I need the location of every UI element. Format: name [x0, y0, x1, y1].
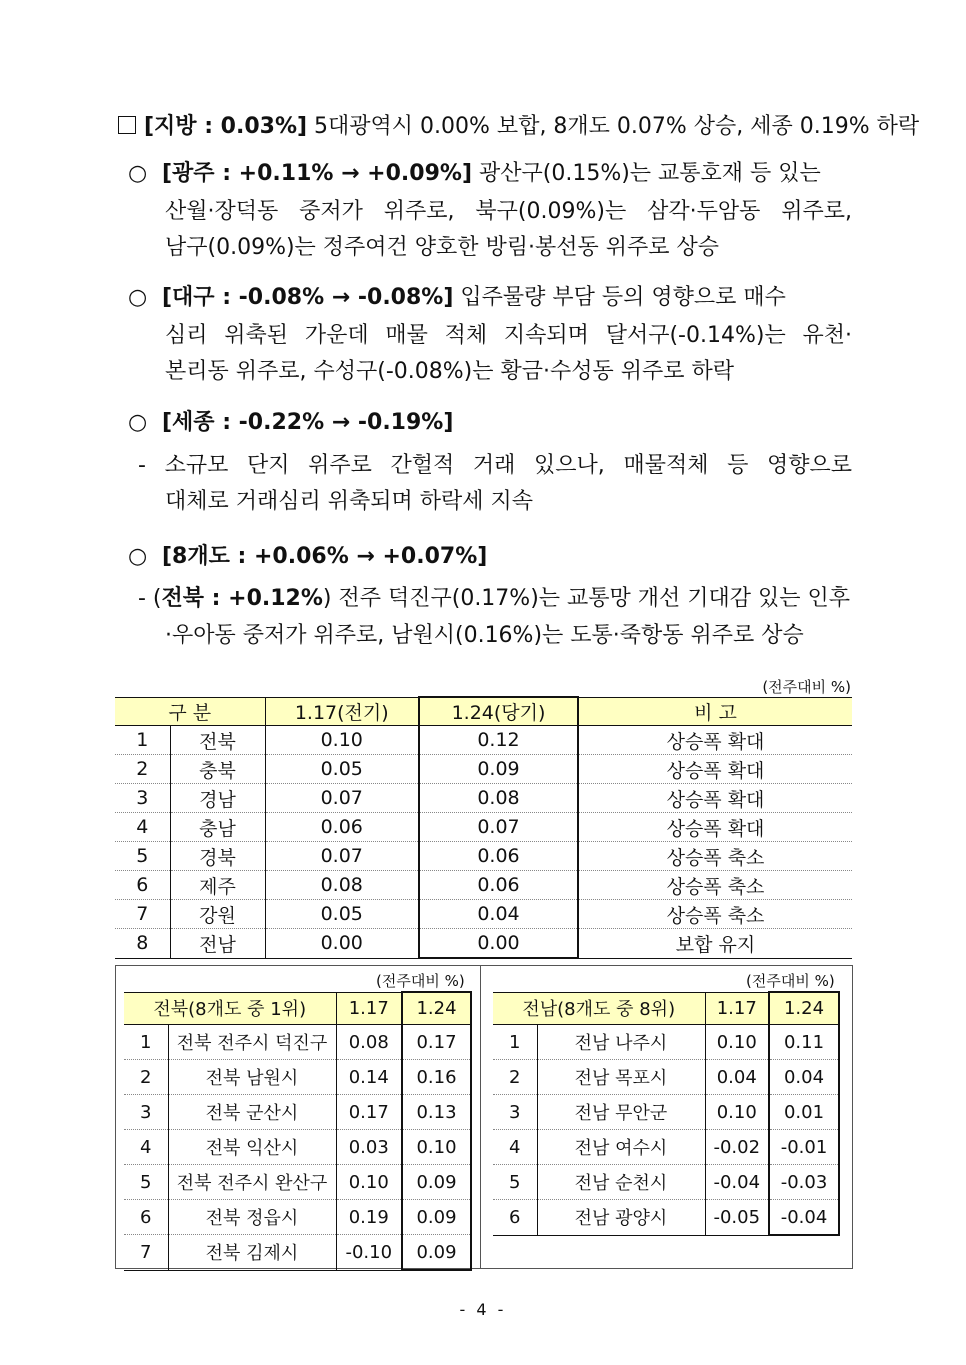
sejong-bracket: [세종 : -0.22% → -0.19%] [162, 410, 454, 435]
table-header-row [115, 697, 852, 726]
gwangju-text-1: 광산구(0.15%)는 교통호재 등 있는 [472, 161, 821, 186]
remark: 상승폭 확대 [578, 726, 852, 755]
current-value: 0.04 [769, 1060, 839, 1095]
region-name: 전남 무안군 [537, 1095, 705, 1130]
current-value: -0.03 [769, 1165, 839, 1200]
table-row [124, 1025, 471, 1060]
jeonnam-unit-label: (전주대비 %) [746, 972, 835, 990]
table-row [124, 1200, 471, 1235]
current-value: 0.07 [419, 813, 578, 842]
prev-value: 0.10 [705, 1025, 769, 1060]
sejong-line-1 [128, 408, 453, 438]
province-name: 충북 [170, 755, 265, 784]
region-name: 전북 군산시 [168, 1095, 336, 1130]
rank: 5 [493, 1165, 537, 1200]
regional-detail-box [115, 965, 853, 1269]
table-row [115, 784, 852, 813]
table-row [124, 1060, 471, 1095]
jeonbuk-header-current: 1.24 [402, 992, 471, 1025]
main-unit-label: (전주대비 %) [762, 678, 851, 696]
table-row [493, 1025, 839, 1060]
rank: 6 [493, 1200, 537, 1236]
region-name: 전남 나주시 [537, 1025, 705, 1060]
sejong-text-1: - 소규모 단지 위주로 간헐적 거래 있으나, 매물적체 등 영향으로 [138, 453, 852, 478]
table-row [115, 871, 852, 900]
rank: 6 [124, 1200, 168, 1235]
gwangju-line-2: 산월·장덕동 중저가 위주로, 북구(0.09%)는 삼각·두암동 위주로, [165, 199, 852, 224]
prev-value: 0.05 [265, 900, 419, 929]
table-row [493, 1165, 839, 1200]
prev-value: 0.10 [336, 1165, 402, 1200]
provinces-text-1 [138, 584, 850, 614]
jeonnam-table [493, 991, 840, 1236]
daegu-bracket: [대구 : -0.08% → -0.08%] [162, 285, 454, 310]
region-name: 전남 순천시 [537, 1165, 705, 1200]
prev-value: 0.07 [265, 784, 419, 813]
row-number: 8 [115, 929, 170, 959]
prev-value: 0.10 [705, 1095, 769, 1130]
remark: 상승폭 축소 [578, 842, 852, 871]
rank: 1 [124, 1025, 168, 1060]
province-name: 경북 [170, 842, 265, 871]
jeonnam-header-title: 전남(8개도 중 8위) [493, 992, 705, 1025]
table-row [124, 1095, 471, 1130]
table-row [493, 1130, 839, 1165]
daegu-line-2: 심리 위축된 가운데 매물 적체 지속되며 달서구(-0.14%)는 유천· [165, 323, 852, 348]
prev-value: 0.03 [336, 1130, 402, 1165]
header-remarks: 비 고 [578, 697, 852, 726]
current-value: 0.01 [769, 1095, 839, 1130]
table-row [493, 1060, 839, 1095]
table-row [124, 1130, 471, 1165]
rank: 3 [124, 1095, 168, 1130]
section-heading [118, 112, 919, 142]
region-name: 전남 여수시 [537, 1130, 705, 1165]
remark: 상승폭 확대 [578, 813, 852, 842]
row-number: 4 [115, 813, 170, 842]
current-value: -0.01 [769, 1130, 839, 1165]
jeonbuk-table [124, 991, 472, 1271]
prev-value: 0.06 [265, 813, 419, 842]
current-value: 0.06 [419, 871, 578, 900]
provinces-bracket: [8개도 : +0.06% → +0.07%] [162, 544, 488, 569]
current-value: 0.04 [419, 900, 578, 929]
jeonbuk-header-title: 전북(8개도 중 1위) [124, 992, 336, 1025]
provinces-table [115, 696, 852, 959]
heading-text: 5대광역시 0.00% 보합, 8개도 0.07% 상승, 세종 0.19% 하락 [307, 114, 920, 139]
circle-bullet-icon: ○ [128, 544, 148, 569]
row-number: 6 [115, 871, 170, 900]
rank: 5 [124, 1165, 168, 1200]
prev-value: -0.04 [705, 1165, 769, 1200]
provinces-text-2: ·우아동 중저가 위주로, 남원시(0.16%)는 도통·죽항동 위주로 상승 [165, 623, 804, 648]
sejong-text-2: 대체로 거래심리 위축되며 하락세 지속 [165, 489, 534, 514]
current-value: 0.00 [419, 929, 578, 959]
table-row [124, 1165, 471, 1200]
region-name: 전북 남원시 [168, 1060, 336, 1095]
jeonnam-header-current: 1.24 [769, 992, 839, 1025]
current-value: 0.13 [402, 1095, 471, 1130]
province-name: 충남 [170, 813, 265, 842]
rank: 3 [493, 1095, 537, 1130]
jeonbuk-header-prev: 1.17 [336, 992, 402, 1025]
prev-value: -0.05 [705, 1200, 769, 1236]
table-row [115, 755, 852, 784]
region-name: 전북 정읍시 [168, 1200, 336, 1235]
row-number: 7 [115, 900, 170, 929]
rank: 4 [124, 1130, 168, 1165]
prev-value: 0.08 [336, 1025, 402, 1060]
current-value: 0.08 [419, 784, 578, 813]
table-row [493, 1095, 839, 1130]
rank: 1 [493, 1025, 537, 1060]
box-divider [480, 966, 481, 1268]
row-number: 5 [115, 842, 170, 871]
current-value: -0.04 [769, 1200, 839, 1236]
circle-bullet-icon: ○ [128, 285, 148, 310]
jeonbuk-rate: 전북 : +0.12% [161, 586, 323, 611]
header-current-week: 1.24(당기) [419, 697, 578, 726]
remark: 상승폭 확대 [578, 784, 852, 813]
jeonnam-header-prev: 1.17 [705, 992, 769, 1025]
header-category: 구 분 [115, 697, 265, 726]
remark: 상승폭 확대 [578, 755, 852, 784]
current-value: 0.06 [419, 842, 578, 871]
prev-value: 0.17 [336, 1095, 402, 1130]
daegu-text-1: 입주물량 부담 등의 영향으로 매수 [453, 285, 786, 310]
table-header-row [493, 992, 839, 1025]
prev-value: 0.00 [265, 929, 419, 959]
prev-value: 0.08 [265, 871, 419, 900]
table-row [115, 813, 852, 842]
gwangju-line-1 [128, 159, 852, 189]
remark: 상승폭 축소 [578, 871, 852, 900]
current-value: 0.09 [402, 1165, 471, 1200]
region-name: 전북 전주시 덕진구 [168, 1025, 336, 1060]
rank: 7 [124, 1235, 168, 1271]
header-prev-week: 1.17(전기) [265, 697, 419, 726]
circle-bullet-icon: ○ [128, 410, 148, 435]
table-row [115, 929, 852, 959]
daegu-line-1 [128, 283, 852, 313]
row-number: 2 [115, 755, 170, 784]
provinces-line-1 [128, 542, 487, 572]
remark: 보합 유지 [578, 929, 852, 959]
circle-bullet-icon: ○ [128, 161, 148, 186]
prev-value: 0.10 [265, 726, 419, 755]
provinces-text-1-rest: ) 전주 덕진구(0.17%)는 교통망 개선 기대감 있는 인후 [322, 586, 851, 611]
remark: 상승폭 축소 [578, 900, 852, 929]
table-row [115, 842, 852, 871]
region-name: 전북 전주시 완산구 [168, 1165, 336, 1200]
region-name: 전북 익산시 [168, 1130, 336, 1165]
prev-value: 0.07 [265, 842, 419, 871]
row-number: 1 [115, 726, 170, 755]
prev-value: 0.04 [705, 1060, 769, 1095]
row-number: 3 [115, 784, 170, 813]
page-number: - 4 - [459, 1300, 507, 1319]
current-value: 0.09 [419, 755, 578, 784]
current-value: 0.09 [402, 1200, 471, 1235]
paren-open: - ( [138, 586, 162, 611]
checkbox-square-icon [118, 116, 136, 134]
gwangju-bracket: [광주 : +0.11% → +0.09%] [162, 161, 472, 186]
region-name: 전남 목포시 [537, 1060, 705, 1095]
gwangju-line-3: 남구(0.09%)는 정주여건 양호한 방림·봉선동 위주로 상승 [165, 235, 720, 260]
jeonbuk-unit-label: (전주대비 %) [376, 972, 465, 990]
province-name: 제주 [170, 871, 265, 900]
current-value: 0.11 [769, 1025, 839, 1060]
table-header-row [124, 992, 471, 1025]
daegu-line-3: 본리동 위주로, 수성구(-0.08%)는 황금·수성동 위주로 하락 [165, 359, 734, 384]
prev-value: 0.19 [336, 1200, 402, 1235]
current-value: 0.10 [402, 1130, 471, 1165]
table-row [115, 726, 852, 755]
table-row [493, 1200, 839, 1236]
current-value: 0.09 [402, 1235, 471, 1271]
heading-bracket: [지방 : 0.03%] [144, 114, 308, 139]
prev-value: -0.10 [336, 1235, 402, 1271]
rank: 4 [493, 1130, 537, 1165]
rank: 2 [493, 1060, 537, 1095]
province-name: 경남 [170, 784, 265, 813]
table-row [124, 1235, 471, 1271]
table-row [115, 900, 852, 929]
province-name: 전남 [170, 929, 265, 959]
region-name: 전남 광양시 [537, 1200, 705, 1236]
prev-value: 0.05 [265, 755, 419, 784]
region-name: 전북 김제시 [168, 1235, 336, 1271]
rank: 2 [124, 1060, 168, 1095]
prev-value: -0.02 [705, 1130, 769, 1165]
prev-value: 0.14 [336, 1060, 402, 1095]
current-value: 0.12 [419, 726, 578, 755]
current-value: 0.16 [402, 1060, 471, 1095]
current-value: 0.17 [402, 1025, 471, 1060]
province-name: 전북 [170, 726, 265, 755]
province-name: 강원 [170, 900, 265, 929]
